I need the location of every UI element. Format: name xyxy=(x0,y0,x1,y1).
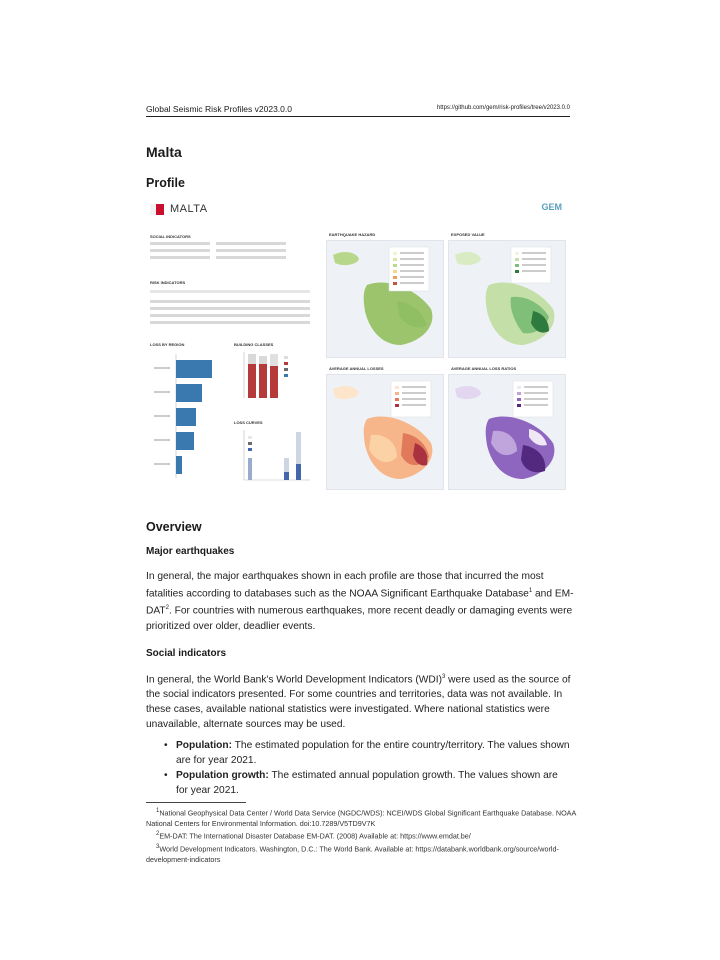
list-item-term: Population growth: xyxy=(176,770,269,781)
country-title: Malta xyxy=(146,144,182,160)
list-item xyxy=(162,738,572,768)
social-indicators-heading: Social indicators xyxy=(146,648,227,659)
social-row xyxy=(150,256,210,259)
aalr-panel-title: AVERAGE ANNUAL LOSS RATIOS xyxy=(451,366,517,371)
major-earthquakes-heading: Major earthquakes xyxy=(146,546,235,557)
hazard-panel-title: EARTHQUAKE HAZARD xyxy=(329,232,376,237)
footnote-ref: 3 xyxy=(442,674,446,680)
flag-icon xyxy=(156,204,164,215)
gem-logo: GEM xyxy=(541,202,562,212)
region-bar xyxy=(176,360,212,378)
building-classes-chart xyxy=(234,350,314,410)
header-title: Global Seismic Risk Profiles v2023.0.0 xyxy=(146,104,292,114)
risk-table-row xyxy=(150,314,310,317)
list-item-text: The estimated population for the entire country/territory. The values shown are for year 2021. xyxy=(176,740,570,766)
aalr-map xyxy=(449,375,565,489)
exposed-map xyxy=(449,241,565,357)
running-header xyxy=(146,104,570,117)
map-panel-hazard xyxy=(326,232,444,358)
hazard-map xyxy=(327,241,443,357)
list-item-term: Population: xyxy=(176,740,233,751)
loss-by-region-title: LOSS BY REGION xyxy=(150,342,185,347)
region-bar xyxy=(176,408,196,426)
risk-table-row xyxy=(150,307,310,310)
region-bar xyxy=(176,384,202,402)
footnote: $^3$World Development Indicators. Washington, D.C.: The World Bank. Available at: https://databank.worldbank.org/source/world-development-indicators xyxy=(146,843,559,865)
map-panel-aal xyxy=(326,366,444,490)
social-indicators-title: SOCIAL INDICATORS xyxy=(150,234,191,239)
profile-heading: Profile xyxy=(146,176,185,190)
list-item xyxy=(162,768,572,798)
footnote: $^1$National Geophysical Data Center / World Data Service (NGDC/WDS): NCEI/WDS Global Significant Earthquake Database. NOAA National Centers for Environmental Information. doi:10.7289/V5TD9V7K xyxy=(146,808,576,829)
profile-figure xyxy=(146,198,570,492)
header-url[interactable]: https://github.com/gem/risk-profiles/tree/v2023.0.0 xyxy=(436,105,570,111)
risk-indicators-title: RISK INDICATORS xyxy=(150,280,186,285)
social-row xyxy=(150,242,210,245)
map-panel-aalr xyxy=(448,366,566,490)
loss-curves-title: LOSS CURVES xyxy=(234,420,263,425)
social-row xyxy=(216,256,286,259)
social-row xyxy=(216,242,286,245)
footnotes xyxy=(146,806,576,865)
overview-heading: Overview xyxy=(146,520,202,534)
social-indicators-paragraph: In general, the World Bank's World Development Indicators (WDI)$^3$ were used as the source of the social indicators presented. For some countries and territories, data was not available. In these cases, available national statistics were investigated. Where national statistics were unavailable, alternate sources may be used. xyxy=(146,674,571,731)
social-row xyxy=(216,249,286,252)
figure-country-label: MALTA xyxy=(170,203,208,215)
indicator-list xyxy=(162,738,572,798)
aal-map xyxy=(327,375,443,489)
footnote-ref: 2 xyxy=(165,605,169,612)
region-bar xyxy=(176,456,182,474)
major-earthquakes-paragraph: In general, the major earthquakes shown in each profile are those that incurred the most fatalities according to databases such as the NOAA Significant Earthquake Database$^1$ and EM-DAT$^2$. For countries with numerous earthquakes, more recent deadly or damaging events were prioritized over older, deadlier events. xyxy=(146,571,574,632)
risk-table-row xyxy=(150,321,310,324)
footnote-rule xyxy=(146,802,246,803)
region-bar xyxy=(176,432,194,450)
footnote: $^2$EM-DAT: The International Disaster Database EM-DAT. (2008) Available at: https://www.emdat.be/ xyxy=(156,831,471,841)
list-item-text: The estimated annual population growth. The values shown are for year 2021. xyxy=(176,770,558,796)
exposed-panel-title: EXPOSED VALUE xyxy=(451,232,485,237)
risk-table-row xyxy=(150,300,310,303)
loss-curves-chart xyxy=(234,428,314,488)
risk-table-header xyxy=(150,290,310,293)
map-panel-exposed xyxy=(448,232,566,358)
social-row xyxy=(150,249,210,252)
aal-panel-title: AVERAGE ANNUAL LOSSES xyxy=(329,366,384,371)
footnote-ref: 1 xyxy=(528,588,533,594)
loss-by-region-chart xyxy=(150,350,226,490)
building-classes-title: BUILDING CLASSES xyxy=(234,342,274,347)
